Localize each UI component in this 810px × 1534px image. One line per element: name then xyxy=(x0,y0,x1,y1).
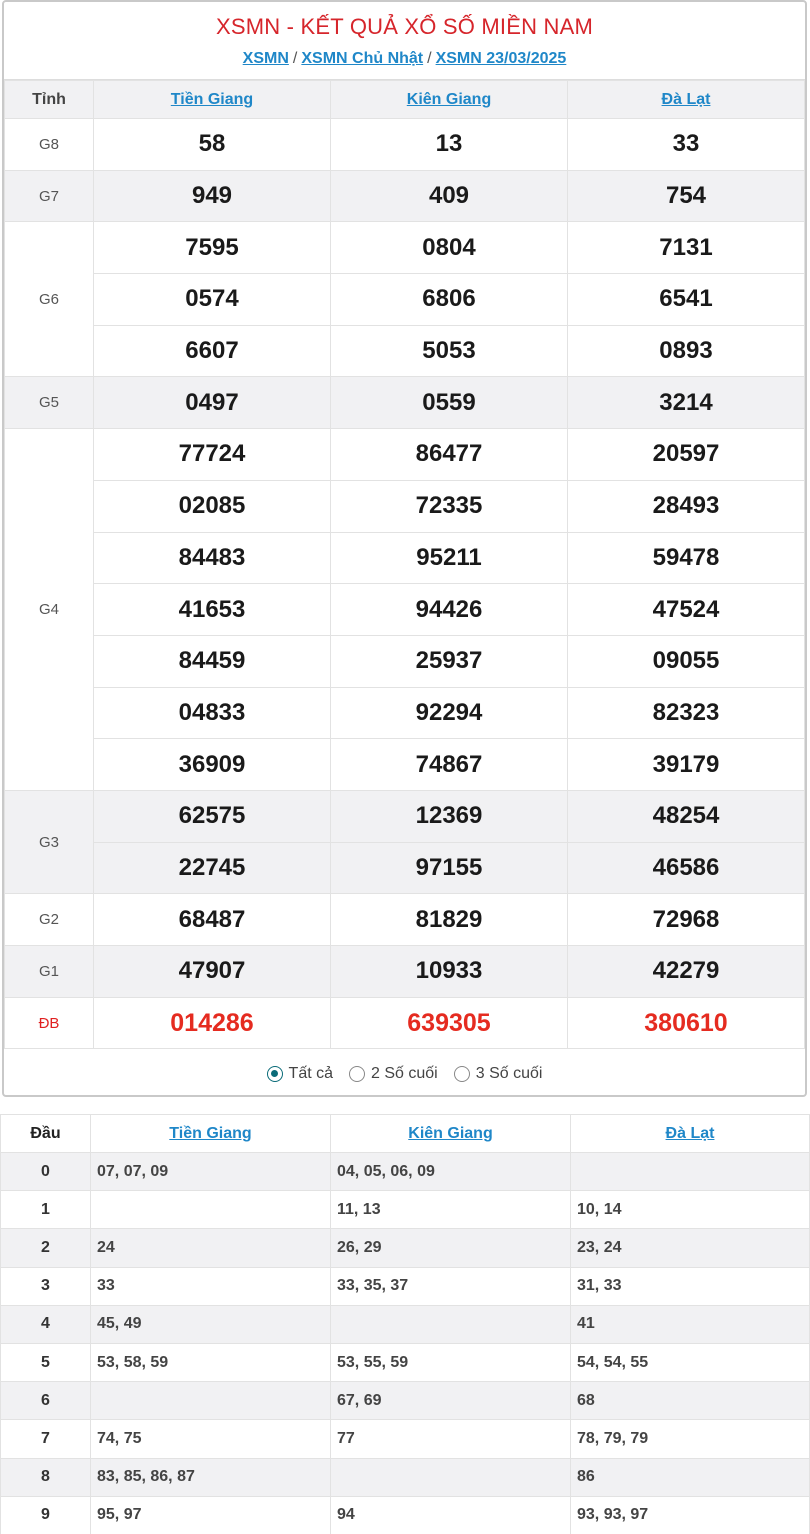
prize-number: 68487 xyxy=(94,894,331,946)
dau-values: 31, 33 xyxy=(571,1267,810,1305)
prize-number: 20597 xyxy=(568,429,805,481)
special-prize-number: 014286 xyxy=(94,997,331,1049)
dau-panel xyxy=(0,1114,810,1534)
prize-row xyxy=(5,842,805,894)
prize-number: 72335 xyxy=(331,480,568,532)
prize-label: G8 xyxy=(5,119,94,171)
prize-row xyxy=(5,584,805,636)
prize-row xyxy=(5,119,805,171)
dau-values: 26, 29 xyxy=(331,1229,571,1267)
province-header xyxy=(331,81,568,119)
filter-option-last-3[interactable] xyxy=(454,1065,543,1083)
prize-number: 13 xyxy=(331,119,568,171)
dau-values: 45, 49 xyxy=(91,1305,331,1343)
dau-table xyxy=(0,1114,810,1534)
prize-number: 7595 xyxy=(94,222,331,274)
prize-row xyxy=(5,790,805,842)
results-body xyxy=(5,119,805,1049)
prize-number: 82323 xyxy=(568,687,805,739)
special-prize-number: 380610 xyxy=(568,997,805,1049)
dau-values: 41 xyxy=(571,1305,810,1343)
province-header xyxy=(568,81,805,119)
dau-values: 77 xyxy=(331,1420,571,1458)
dau-values: 74, 75 xyxy=(91,1420,331,1458)
province-link-tien-giang[interactable]: Tiền Giang xyxy=(170,90,254,108)
radio-selected-icon[interactable] xyxy=(267,1066,283,1082)
dau-values: 93, 93, 97 xyxy=(571,1496,810,1534)
prize-number: 409 xyxy=(331,170,568,222)
prize-number: 42279 xyxy=(568,946,805,998)
dau-values: 83, 85, 86, 87 xyxy=(91,1458,331,1496)
prize-number: 6607 xyxy=(94,325,331,377)
prize-row xyxy=(5,325,805,377)
filter-option-label: 2 Số cuối xyxy=(371,1064,438,1082)
prize-label: G1 xyxy=(5,946,94,998)
province-header xyxy=(91,1115,331,1153)
prize-number: 0893 xyxy=(568,325,805,377)
dau-values: 53, 58, 59 xyxy=(91,1343,331,1381)
breadcrumb-link-chu-nhat[interactable]: XSMN Chủ Nhật xyxy=(301,50,424,67)
results-header xyxy=(4,2,805,80)
prize-number: 74867 xyxy=(331,739,568,791)
province-link-kien-giang[interactable]: Kiên Giang xyxy=(406,90,492,108)
prize-number: 97155 xyxy=(331,842,568,894)
province-header xyxy=(571,1115,810,1153)
dau-values: 95, 97 xyxy=(91,1496,331,1534)
dau-values: 07, 07, 09 xyxy=(91,1153,331,1191)
dau-digit: 8 xyxy=(1,1458,91,1496)
dau-row xyxy=(1,1267,810,1305)
prize-number: 754 xyxy=(568,170,805,222)
dau-values: 78, 79, 79 xyxy=(571,1420,810,1458)
breadcrumb-separator: / xyxy=(427,50,432,67)
dau-digit: 5 xyxy=(1,1343,91,1381)
digit-filter xyxy=(4,1049,805,1097)
prize-number: 59478 xyxy=(568,532,805,584)
prize-number: 84483 xyxy=(94,532,331,584)
prize-number: 04833 xyxy=(94,687,331,739)
dau-values: 33 xyxy=(91,1267,331,1305)
dau-values: 54, 54, 55 xyxy=(571,1343,810,1381)
dau-row xyxy=(1,1343,810,1381)
dau-row xyxy=(1,1229,810,1267)
prize-row xyxy=(5,480,805,532)
prize-row xyxy=(5,377,805,429)
dau-digit: 6 xyxy=(1,1382,91,1420)
dau-values: 68 xyxy=(571,1382,810,1420)
dau-values xyxy=(331,1458,571,1496)
prize-number: 33 xyxy=(568,119,805,171)
dau-digit: 3 xyxy=(1,1267,91,1305)
dau-digit: 9 xyxy=(1,1496,91,1534)
prize-number: 10933 xyxy=(331,946,568,998)
prize-number: 62575 xyxy=(94,790,331,842)
page-title: XSMN - KẾT QUẢ XỔ SỐ MIỀN NAM xyxy=(216,14,593,39)
breadcrumb-separator: / xyxy=(292,50,298,67)
breadcrumb xyxy=(4,50,805,68)
dau-row xyxy=(1,1382,810,1420)
filter-option-last-2[interactable] xyxy=(349,1065,438,1083)
prize-number: 39179 xyxy=(568,739,805,791)
dau-values xyxy=(571,1153,810,1191)
prize-row xyxy=(5,894,805,946)
dau-digit: 0 xyxy=(1,1153,91,1191)
prize-number: 949 xyxy=(94,170,331,222)
dau-values: 94 xyxy=(331,1496,571,1534)
prize-row xyxy=(5,946,805,998)
prize-number: 5053 xyxy=(331,325,568,377)
prize-row xyxy=(5,274,805,326)
radio-unselected-icon[interactable] xyxy=(349,1066,365,1082)
prize-number: 58 xyxy=(94,119,331,171)
prize-number: 0559 xyxy=(331,377,568,429)
prize-number: 81829 xyxy=(331,894,568,946)
special-prize-number: 639305 xyxy=(331,997,568,1049)
dau-values: 04, 05, 06, 09 xyxy=(331,1153,571,1191)
prize-number: 09055 xyxy=(568,635,805,687)
prize-label: G6 xyxy=(5,222,94,377)
dau-row xyxy=(1,1191,810,1229)
dau-values: 33, 35, 37 xyxy=(331,1267,571,1305)
prize-number: 95211 xyxy=(331,532,568,584)
dau-values xyxy=(91,1382,331,1420)
prize-number: 12369 xyxy=(331,790,568,842)
prize-number: 6806 xyxy=(331,274,568,326)
prize-number: 92294 xyxy=(331,687,568,739)
dau-province-link-da-lat[interactable]: Đà Lạt xyxy=(665,1124,715,1142)
prize-row xyxy=(5,739,805,791)
prize-number: 46586 xyxy=(568,842,805,894)
prize-number: 77724 xyxy=(94,429,331,481)
dau-row xyxy=(1,1458,810,1496)
results-header-row xyxy=(5,81,805,119)
prize-number: 7131 xyxy=(568,222,805,274)
prize-label: G7 xyxy=(5,170,94,222)
dau-province-link-tien-giang[interactable]: Tiền Giang xyxy=(169,1124,252,1142)
prize-row xyxy=(5,635,805,687)
prize-label: G2 xyxy=(5,894,94,946)
dau-values: 23, 24 xyxy=(571,1229,810,1267)
dau-values: 86 xyxy=(571,1458,810,1496)
dau-row xyxy=(1,1153,810,1191)
filter-option-label: Tất cả xyxy=(288,1064,334,1082)
dau-row xyxy=(1,1305,810,1343)
prize-row xyxy=(5,429,805,481)
prize-row xyxy=(5,170,805,222)
results-panel xyxy=(2,0,807,1097)
prize-label: G4 xyxy=(5,429,94,791)
dau-row xyxy=(1,1420,810,1458)
prize-number: 22745 xyxy=(94,842,331,894)
prize-row xyxy=(5,997,805,1049)
dau-digit: 7 xyxy=(1,1420,91,1458)
prize-number: 02085 xyxy=(94,480,331,532)
prize-number: 86477 xyxy=(331,429,568,481)
province-header xyxy=(331,1115,571,1153)
dau-values: 24 xyxy=(91,1229,331,1267)
dau-digit: 4 xyxy=(1,1305,91,1343)
dau-values: 10, 14 xyxy=(571,1191,810,1229)
prize-number: 47907 xyxy=(94,946,331,998)
dau-values: 11, 13 xyxy=(331,1191,571,1229)
results-table xyxy=(4,80,805,1049)
dau-row xyxy=(1,1496,810,1534)
dau-province-link-kien-giang[interactable]: Kiên Giang xyxy=(408,1124,493,1142)
prize-number: 3214 xyxy=(568,377,805,429)
prize-number: 6541 xyxy=(568,274,805,326)
prize-label: G3 xyxy=(5,790,94,893)
prize-number: 47524 xyxy=(568,584,805,636)
prize-number: 0497 xyxy=(94,377,331,429)
prize-number: 72968 xyxy=(568,894,805,946)
prize-row xyxy=(5,222,805,274)
filter-option-all[interactable] xyxy=(267,1065,333,1083)
breadcrumb-link-xsmn[interactable]: XSMN xyxy=(242,50,289,67)
dau-values xyxy=(91,1191,331,1229)
breadcrumb-link-date[interactable]: XSMN 23/03/2025 xyxy=(435,50,567,67)
prize-number: 84459 xyxy=(94,635,331,687)
dau-body xyxy=(1,1153,810,1534)
prize-label: ĐB xyxy=(5,997,94,1049)
dau-values: 67, 69 xyxy=(331,1382,571,1420)
prize-number: 48254 xyxy=(568,790,805,842)
prize-number: 41653 xyxy=(94,584,331,636)
dau-header-row xyxy=(1,1115,810,1153)
filter-option-label: 3 Số cuối xyxy=(475,1064,543,1082)
radio-unselected-icon[interactable] xyxy=(454,1066,470,1082)
prize-number: 28493 xyxy=(568,480,805,532)
prize-number: 0574 xyxy=(94,274,331,326)
province-link-da-lat[interactable]: Đà Lạt xyxy=(661,90,711,108)
dau-digit: 1 xyxy=(1,1191,91,1229)
prize-number: 25937 xyxy=(331,635,568,687)
prize-number: 0804 xyxy=(331,222,568,274)
province-label-header: Tỉnh xyxy=(5,81,94,119)
province-header xyxy=(94,81,331,119)
prize-row xyxy=(5,687,805,739)
dau-digit: 2 xyxy=(1,1229,91,1267)
dau-values: 53, 55, 59 xyxy=(331,1343,571,1381)
prize-number: 36909 xyxy=(94,739,331,791)
dau-label-header: Đầu xyxy=(1,1115,91,1153)
prize-row xyxy=(5,532,805,584)
prize-label: G5 xyxy=(5,377,94,429)
dau-values xyxy=(331,1305,571,1343)
prize-number: 94426 xyxy=(331,584,568,636)
